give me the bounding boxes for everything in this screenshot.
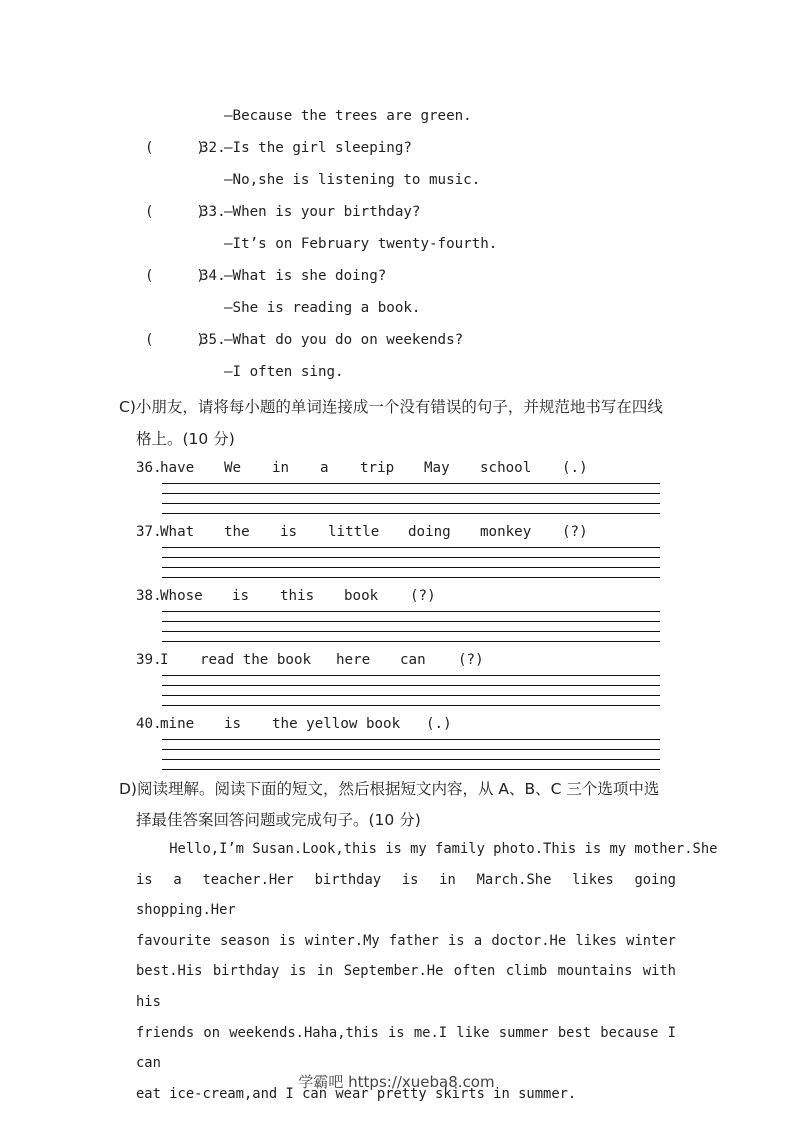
answer-33: —It’s on February twenty-fourth.: [224, 236, 498, 252]
word: mine: [160, 716, 195, 732]
passage-line: is a teacher.Her birthday is in March.She likes going shopping.Her: [136, 871, 676, 919]
answer-34: —She is reading a book.: [224, 300, 421, 316]
word: doing: [408, 524, 451, 540]
word: trip: [360, 460, 395, 476]
four-line-writing-area[interactable]: [162, 675, 660, 707]
word: this: [280, 588, 315, 604]
answer-blank-35[interactable]: ( ): [145, 332, 205, 348]
question-32: —Is the girl sleeping?: [224, 140, 412, 156]
section-d-heading: D)阅读理解。阅读下面的短文，然后根据短文内容，从 A、B、C 三个选项中选: [119, 780, 660, 798]
answer-31: —Because the trees are green.: [224, 108, 472, 124]
four-line-writing-area[interactable]: [162, 739, 660, 771]
footer-watermark: 学霸吧 https://xueba8.com: [298, 1073, 495, 1091]
word: What: [160, 524, 195, 540]
punctuation: (.): [426, 716, 452, 732]
punctuation: (?): [562, 524, 588, 540]
word: Whose: [160, 588, 203, 604]
word: the: [224, 524, 250, 540]
passage-line: eat ice-cream,and I can wear pretty skirts in summer.: [136, 1085, 577, 1102]
answer-blank-32[interactable]: ( ): [145, 140, 205, 156]
word: is: [224, 716, 242, 732]
punctuation: (.): [562, 460, 588, 476]
passage-line: Hello,I’m Susan.Look,this is my family photo.This is my mother.She: [136, 841, 718, 857]
question-number-33: 33.: [200, 204, 226, 220]
word: a: [320, 460, 329, 476]
word: is: [232, 588, 250, 604]
sentence-number: 36.: [136, 460, 162, 476]
punctuation: (?): [458, 652, 484, 668]
sentence-number: 38.: [136, 588, 162, 604]
word: can: [400, 652, 426, 668]
question-number-32: 32.: [200, 140, 226, 156]
sentence-number: 40.: [136, 716, 162, 732]
answer-32: —No,she is listening to music.: [224, 172, 481, 188]
word: in: [272, 460, 290, 476]
punctuation: (?): [410, 588, 436, 604]
word: I: [160, 652, 169, 668]
word: We: [224, 460, 242, 476]
question-number-35: 35.: [200, 332, 226, 348]
section-c-heading: C)小朋友，请将每小题的单词连接成一个没有错误的句子，并规范地书写在四线: [119, 398, 663, 416]
word: here: [336, 652, 371, 668]
word: the yellow book: [272, 716, 401, 732]
four-line-writing-area[interactable]: [162, 611, 660, 643]
question-number-34: 34.: [200, 268, 226, 284]
word: monkey: [480, 524, 532, 540]
passage-line: best.His birthday is in September.He often climb mountains with his: [136, 963, 676, 1010]
section-c-heading-cont: 格上。(10 分): [136, 430, 235, 448]
reading-passage: [136, 834, 718, 1109]
word: have: [160, 460, 195, 476]
answer-blank-34[interactable]: ( ): [145, 268, 205, 284]
word: is: [280, 524, 298, 540]
word: school: [480, 460, 532, 476]
question-33: —When is your birthday?: [224, 204, 421, 220]
passage-line: friends on weekends.Haha,this is me.I like summer best because I can: [136, 1024, 676, 1072]
section-d-heading-cont: 择最佳答案回答问题或完成句子。(10 分): [136, 811, 421, 829]
answer-blank-33[interactable]: ( ): [145, 204, 205, 220]
word: May: [424, 460, 450, 476]
sentence-number: 39.: [136, 652, 162, 668]
four-line-writing-area[interactable]: [162, 547, 660, 579]
question-35: —What do you do on weekends?: [224, 332, 464, 348]
word: read the book: [200, 652, 312, 668]
word: book: [344, 588, 379, 604]
passage-line: favourite season is winter.My father is a doctor.He likes winter: [136, 932, 676, 949]
sentence-number: 37.: [136, 524, 162, 540]
question-34: —What is she doing?: [224, 268, 387, 284]
answer-35: —I often sing.: [224, 364, 344, 380]
four-line-writing-area[interactable]: [162, 483, 660, 515]
word: little: [328, 524, 380, 540]
